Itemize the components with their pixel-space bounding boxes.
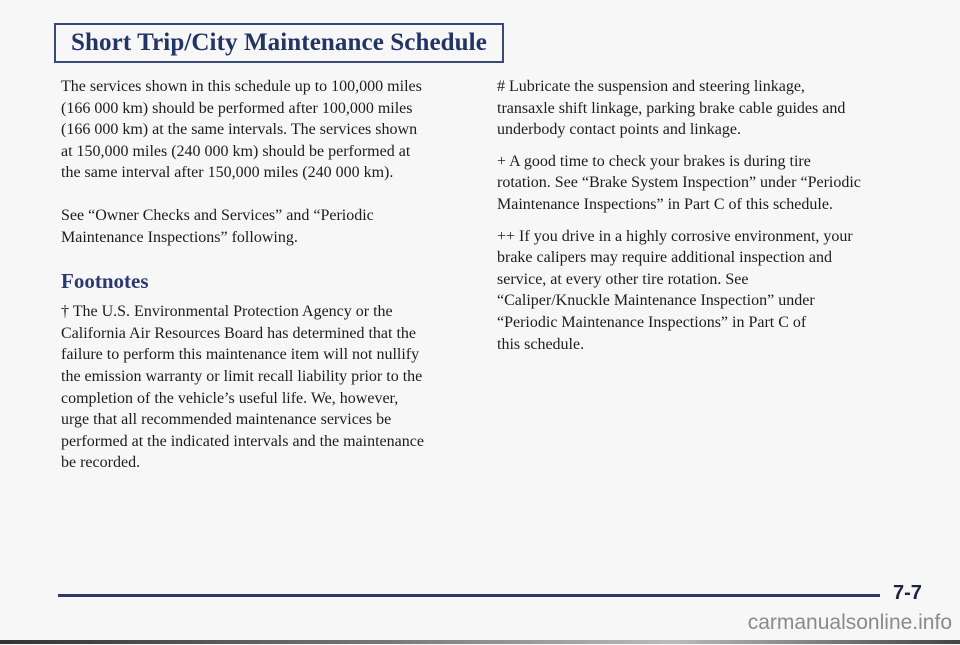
watermark: carmanualsonline.info bbox=[747, 611, 952, 634]
text-line: urge that all recommended maintenance services be bbox=[61, 411, 392, 429]
text-line: Maintenance Inspections” following. bbox=[61, 228, 298, 246]
page-title: Short Trip/City Maintenance Schedule bbox=[71, 29, 487, 56]
text-line: The services shown in this schedule up to 100,000 miles bbox=[61, 78, 422, 95]
text-line: brake calipers may require additional inspection and bbox=[497, 249, 832, 267]
text-line: be recorded. bbox=[61, 454, 141, 472]
text-line: “Caliper/Knuckle Maintenance Inspection” under bbox=[497, 292, 815, 310]
text-line: completion of the vehicle’s useful life. We, however, bbox=[61, 389, 399, 407]
text-line: performed at the indicated intervals and the maintenance bbox=[61, 432, 424, 450]
text-line: at 150,000 miles (240 000 km) should be performed at bbox=[61, 142, 411, 160]
text-line: Maintenance Inspections” in Part C of this schedule. bbox=[497, 195, 833, 213]
text-line: † The U.S. Environmental Protection Agency or the bbox=[61, 303, 393, 321]
footnote-double-plus bbox=[497, 226, 937, 356]
text-line: (166 000 km) at the same intervals. The services shown bbox=[61, 121, 418, 139]
text-line: underbody contact points and linkage. bbox=[497, 121, 741, 139]
footnote-dagger bbox=[61, 301, 491, 474]
text-line: the emission warranty or limit recall liability prior to the bbox=[61, 367, 423, 385]
text-line: this schedule. bbox=[497, 335, 585, 353]
footnote-hash bbox=[497, 76, 937, 141]
text-line: service, at every other tire rotation. See bbox=[497, 270, 749, 288]
footnotes-heading: Footnotes bbox=[61, 269, 149, 294]
text-line: (166 000 km) should be performed after 100,000 miles bbox=[61, 99, 413, 117]
text-line: failure to perform this maintenance item will not nullify bbox=[61, 346, 420, 364]
footnote-plus bbox=[497, 151, 937, 216]
text-line: California Air Resources Board has determined that the bbox=[61, 324, 417, 342]
text-line: “Periodic Maintenance Inspections” in Part C of bbox=[497, 313, 807, 331]
page-bottom-edge bbox=[0, 640, 960, 644]
text-line: See “Owner Checks and Services” and “Periodic bbox=[61, 206, 374, 224]
right-column bbox=[497, 76, 937, 376]
left-column bbox=[61, 76, 491, 495]
see-also-paragraph bbox=[61, 205, 491, 248]
text-line: the same interval after 150,000 miles (240 000 km). bbox=[61, 164, 394, 182]
text-line: + A good time to check your brakes is during tire bbox=[497, 152, 811, 170]
page-title-box bbox=[54, 23, 504, 63]
page-number: 7-7 bbox=[893, 582, 922, 604]
text-line: # Lubricate the suspension and steering linkage, bbox=[497, 78, 805, 95]
intro-paragraph bbox=[61, 76, 491, 184]
text-line: ++ If you drive in a highly corrosive environment, your bbox=[497, 227, 853, 245]
text-line: transaxle shift linkage, parking brake cable guides and bbox=[497, 99, 846, 117]
text-line: rotation. See “Brake System Inspection” under “Periodic bbox=[497, 174, 861, 192]
footer-rule bbox=[58, 594, 880, 597]
